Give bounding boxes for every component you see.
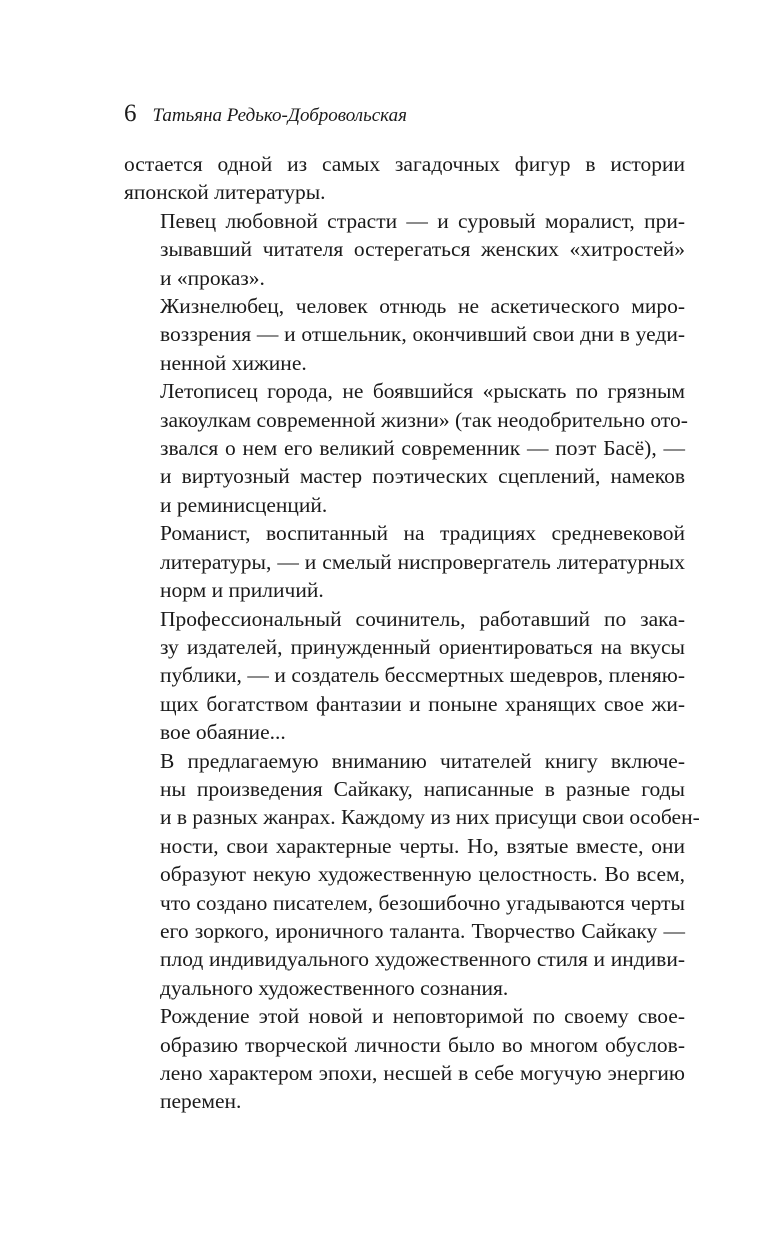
text-line: остается одной из самых загадочных фигур в истории (124, 152, 685, 176)
text-line: его зоркого, ироничного таланта. Творчество Сайкаку — (160, 918, 685, 943)
text-line: вое обаяние... (160, 720, 286, 745)
text-line: и реминисценций. (160, 492, 328, 517)
text-line: образуют некую художественную целостность. Во всем, (160, 862, 685, 887)
paragraph (124, 207, 685, 292)
text-line: воззрения — и отшельник, окончивший свои дни в уеди- (160, 322, 685, 347)
paragraph (124, 605, 685, 747)
text-body (124, 150, 700, 1116)
running-header (124, 100, 684, 134)
text-line: перемен. (160, 1089, 242, 1114)
text-line: образию творческой личности было во многом обуслов- (160, 1032, 685, 1057)
text-line: дуального художественного сознания. (160, 975, 509, 1000)
text-line: ны произведения Сайкаку, написанные в разные годы (160, 776, 685, 801)
text-line: Романист, воспитанный на традициях средневековой (160, 521, 685, 546)
page-number: 6 (124, 100, 137, 127)
text-line: Летописец города, не боявшийся «рыскать по грязным (160, 379, 685, 404)
text-line: ности, свои характерные черты. Но, взятые вместе, они (160, 833, 685, 858)
text-line: и виртуозный мастер поэтических сцеплений, намеков (160, 464, 685, 489)
text-line: зывавший читателя остерегаться женских «хитростей» (160, 237, 685, 262)
text-line: Рождение этой новой и неповторимой по своему свое- (160, 1004, 685, 1029)
text-line: В предлагаемую вниманию читателей книгу включе- (160, 748, 685, 773)
text-line: ненной хижине. (160, 350, 307, 375)
paragraph (124, 519, 685, 604)
paragraph (124, 1002, 685, 1116)
text-line: литературы, — и смелый ниспровергатель литературных (160, 549, 685, 574)
text-line: лено характером эпохи, несшей в себе могучую энергию (160, 1061, 685, 1085)
text-line: Профессиональный сочинитель, работавший по зака- (160, 606, 685, 631)
text-line: и «проказ». (160, 265, 265, 290)
text-line: японской литературы. (124, 180, 326, 205)
paragraph (124, 377, 688, 519)
text-line: звался о нем его великий современник — поэт Басё), — (160, 436, 685, 461)
text-line: зу издателей, принужденный ориентироваться на вкусы (160, 634, 685, 659)
header-author: Татьяна Редько-Добровольская (152, 105, 407, 126)
text-line: публики, — и создатель бессмертных шедевров, пленяю- (160, 663, 685, 688)
paragraph (124, 150, 685, 207)
text-line: щих богатством фантазии и поныне хранящих свое жи- (160, 691, 685, 716)
text-line: закоулкам современной жизни» (так неодобрительно ото- (160, 407, 688, 432)
text-line: что создано писателем, безошибочно угадываются черты (160, 890, 685, 915)
text-line: и в разных жанрах. Каждому из них присущи свои особен- (160, 805, 700, 830)
paragraph (124, 292, 685, 377)
text-line: плод индивидуального художественного стиля и индиви- (160, 947, 685, 972)
text-line: Жизнелюбец, человек отнюдь не аскетического миро- (160, 294, 685, 319)
text-line: норм и приличий. (160, 578, 324, 603)
paragraph (124, 747, 700, 1003)
text-line: Певец любовной страсти — и суровый моралист, при- (160, 208, 685, 233)
